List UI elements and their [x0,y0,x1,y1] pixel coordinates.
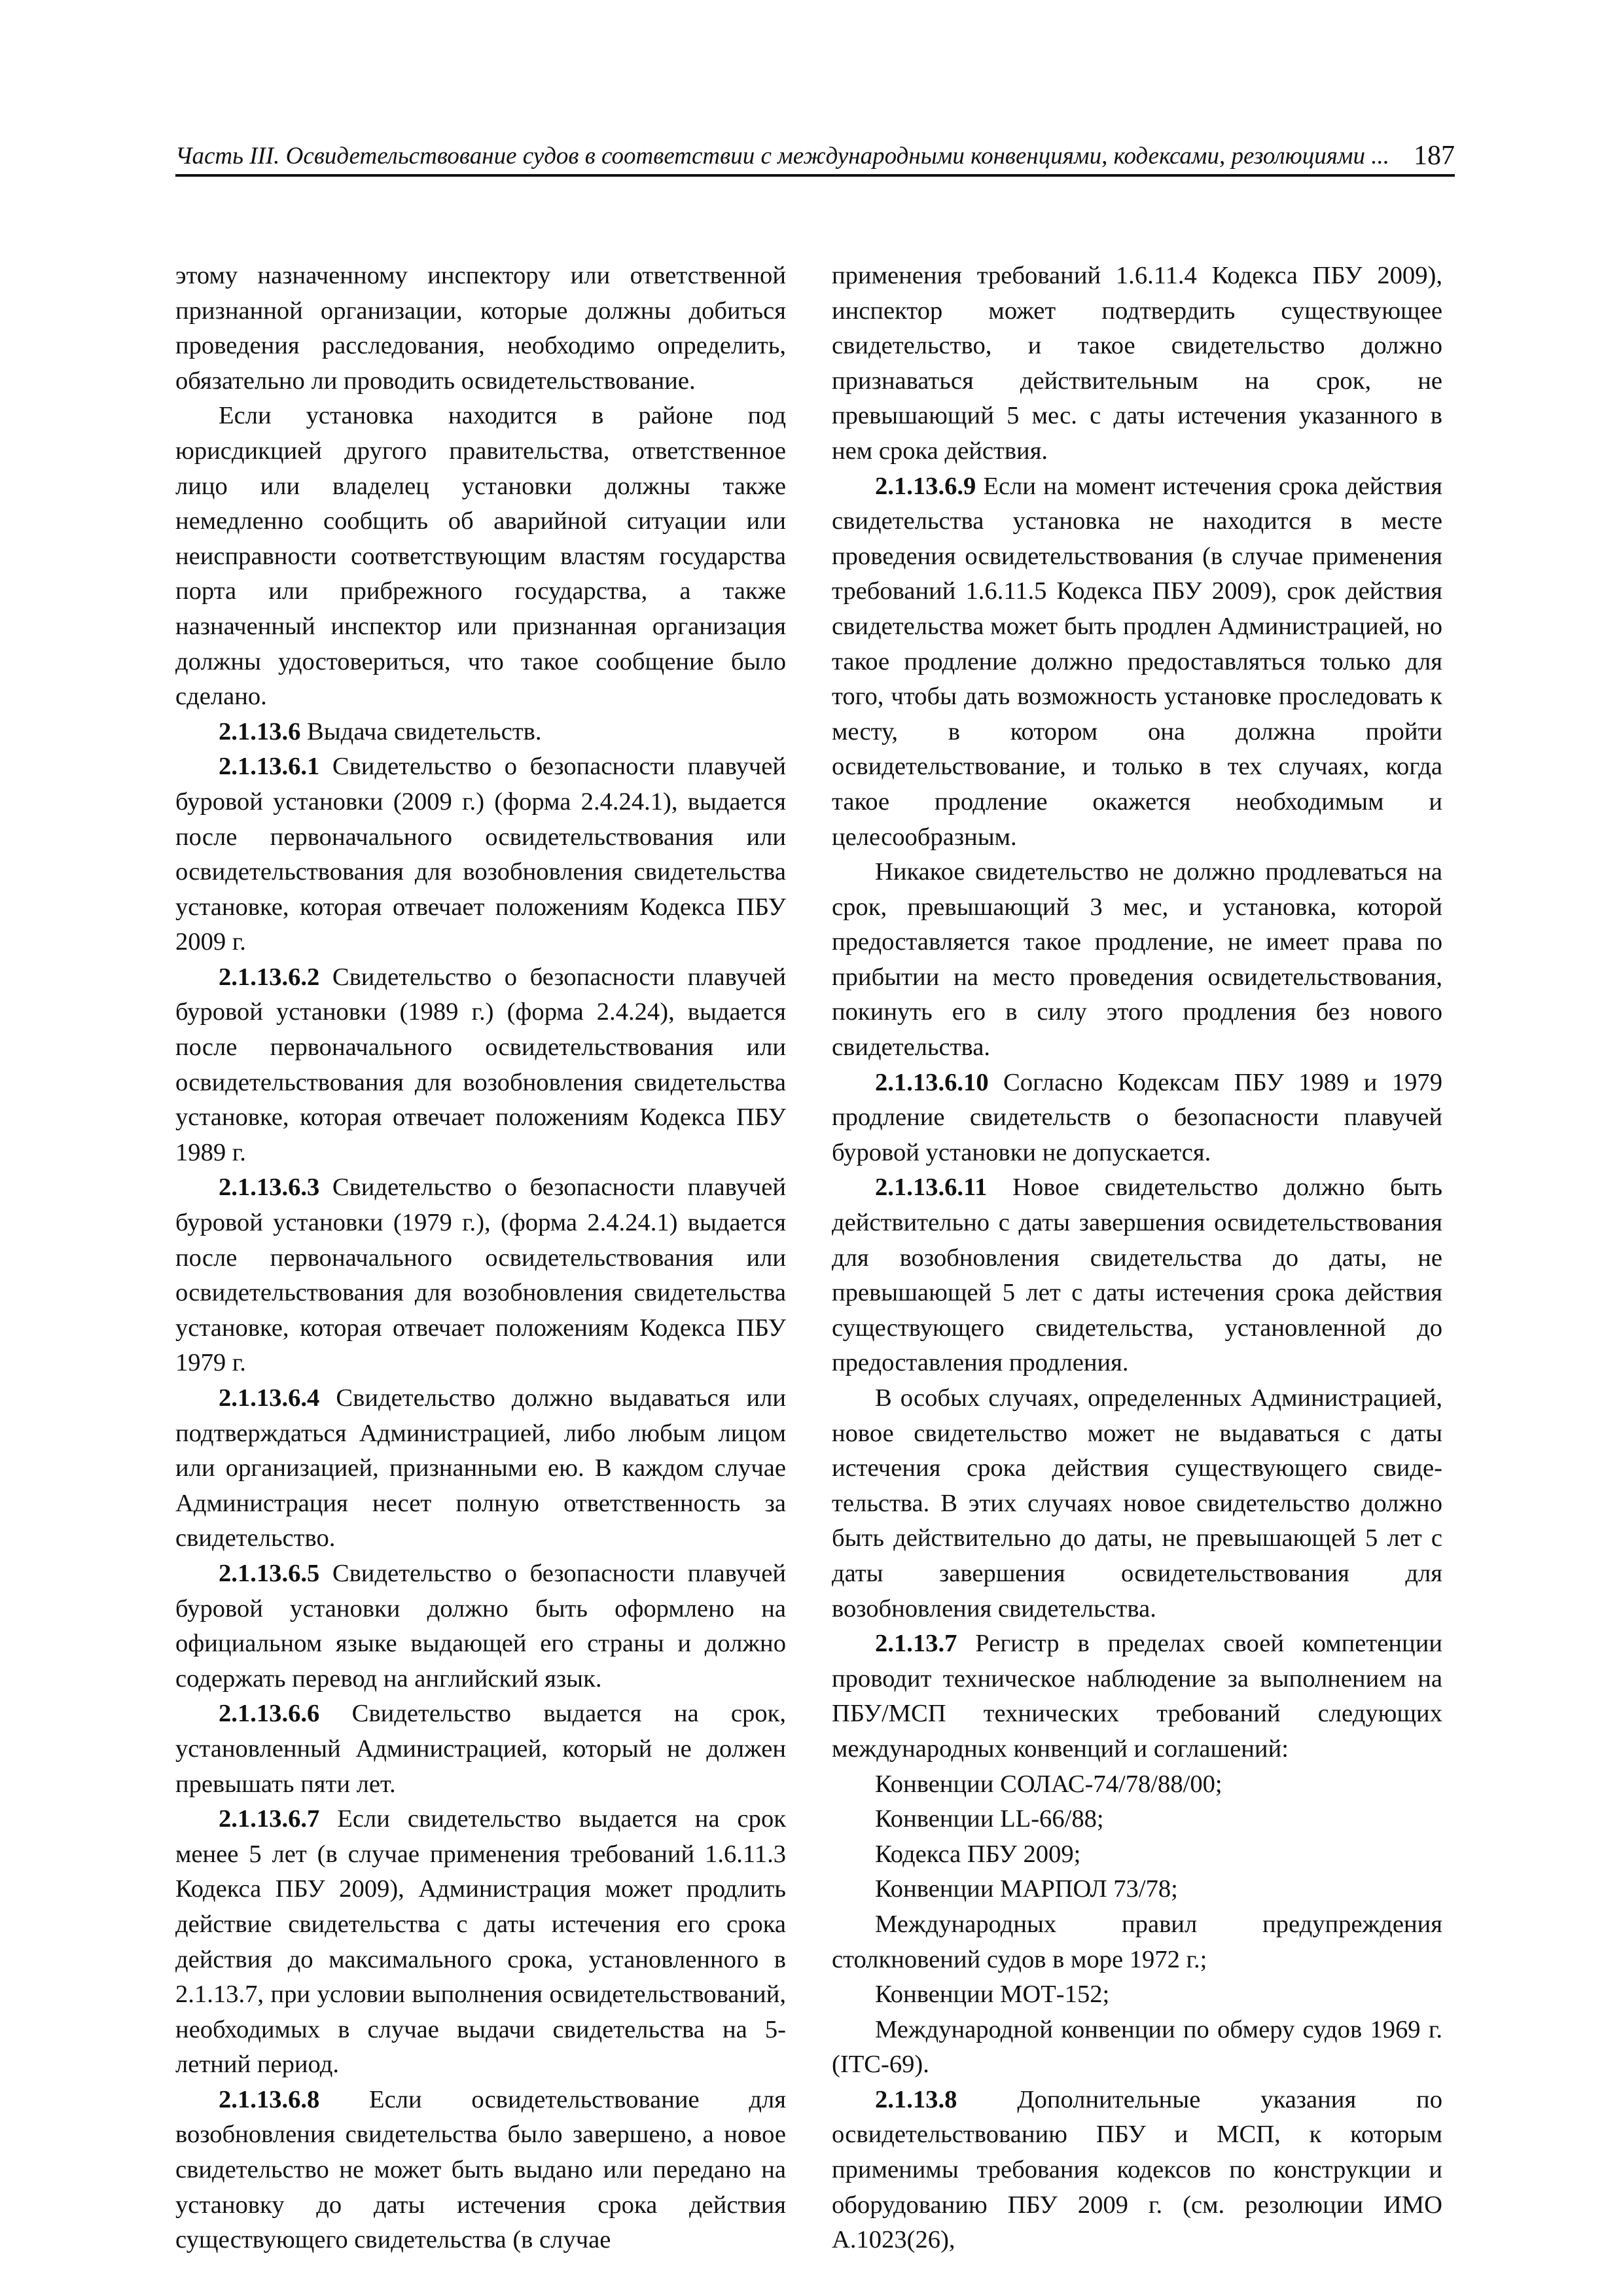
paragraph: 2.1.13.6.10 Согласно Кодексам ПБУ 1989 и 1979 продление свидетельств о безопасности плавучей буровой установки не допускается. [832,1068,1442,1166]
paragraph: этому назначенному инспектору или ответственной признанной организации, которые должны добиться проведения расследования, необходимо определить, обязательно ли проводить освидетельствование. [175,262,786,395]
paragraph: 2.1.13.6.9 Если на момент истечения срока действия свидетельства установка не находится в месте проведения освидетельствования (в случае применения требований 1.6.11.5 Кодекса ПБУ 2009), срок действия свидетельства может быть продлен Администрацией, но такое продление должно предоставляться только для того, чтобы дать возможность установке проследовать к месту, в котором она должна пройти освидетельствование, и только в тех случаях, когда такое продление окажется необходимым и целесообразным. [832,472,1442,851]
paragraph: применения требований 1.6.11.4 Кодекса ПБУ 2009), инспектор может подтвердить существующее свидетельство, и такое свидетельство должно признаваться действительным на срок, не превышающий 5 мес. с даты истечения указанного в нем срока действия. [832,262,1442,465]
paragraph: 2.1.13.6.1 Свидетельство о безопасности плавучей буровой установки (2009 г.) (форма 2.4.24.1), выдается после первоначального освидетельствования или освидетельствования для возобновления свидетельства установке, которая отвечает положениям Кодекса ПБУ 2009 г. [175,753,786,956]
left-column [175,259,786,2258]
paragraph: В особых случаях, определенных Администрацией, новое свидетельство может не выдаваться с даты истечения срока действия существующего свиде-тельства. В этих случаях новое свидетельство должно быть действительно до даты, не превышающей 5 лет с даты завершения освидетельствования для возобновления свидетельства. [832,1384,1442,1623]
paragraph: 2.1.13.6.2 Свидетельство о безопасности плавучей буровой установки (1989 г.) (форма 2.4.24), выдается после первоначального освидетельствования или освидетельствования для возобновления свидетельства установке, которая отвечает положениям Кодекса ПБУ 1989 г. [175,963,786,1166]
list-item: Кодекса ПБУ 2009; [875,1840,1081,1868]
paragraph: 2.1.13.6.5 Свидетельство о безопасности плавучей буровой установки должно быть оформлено на официальном языке выдающей его страны и должно содержать перевод на английский язык. [175,1559,786,1693]
running-header [175,135,1455,177]
list-item: Конвенции LL-66/88; [875,1805,1104,1833]
list-item: Конвенции СОЛАС-74/78/88/00; [875,1770,1222,1798]
list-item: Конвенции МОТ-152; [875,1981,1110,2009]
paragraph: 2.1.13.6.4 Свидетельство должно выдаваться или подтверждаться Администрацией, либо любым лицом или организацией, признанными ею. В каждом случае Администрация несет полную ответственность за свидетельство. [175,1384,786,1552]
list-item: Конвенции МАРПОЛ 73/78; [875,1875,1178,1903]
paragraph: 2.1.13.6.8 Если освидетельствование для возобновления свидетельства было завершено, а новое свидетельство не может быть выдано или передано на установку до даты истечения срока действия существующего свидетельства (в случае [175,2085,786,2254]
list-item: Международных правил предупреждения столкновений судов в море 1972 г.; [832,1910,1442,1973]
paragraph: 2.1.13.6.6 Свидетельство выдается на срок, установленный Администрацией, который не должен превышать пяти лет. [175,1700,786,1798]
page-number: 187 [1414,141,1455,171]
paragraph: 2.1.13.6.7 Если свидетельство выдается на срок менее 5 лет (в случае применения требований 1.6.11.3 Кодекса ПБУ 2009), Администрация может продлить действие свидетельства с даты истечения его срока действия до максимального срока, установленного в 2.1.13.7, при условии выполнения освидетельствований, необходимых в случае выдачи свидетельства на 5-летний период. [175,1805,786,2079]
paragraph: 2.1.13.7 Регистр в пределах своей компетенции проводит техническое наблюдение за выполнением на ПБУ/МСП технических требований следующих международных конвенций и соглашений: [832,1630,1442,1763]
paragraph: Никакое свидетельство не должно продлеваться на срок, превышающий 3 мес, и установка, которой предоставляется такое продление, не имеет права по прибытии на место проведения освидетельствования, покинуть его в силу этого продления без нового свидетельства. [832,858,1442,1062]
list-item: Международной конвенции по обмеру судов 1969 г. (ITC-69). [832,2015,1442,2079]
paragraph: 2.1.13.6.11 Новое свидетельство должно быть действительно с даты завершения освидетельствования для возобновления свидетельства до даты, не превышающей 5 лет с даты истечения срока действия существующего свидетельства, установленной до предоставления продления. [832,1174,1442,1377]
right-column [832,259,1442,2258]
paragraph: 2.1.13.6 Выдача свидетельств. [219,717,542,745]
paragraph: Если установка находится в районе под юрисдикцией другого правительства, ответственное лицо или владелец установки должны также немедленно сообщить об аварийной ситуации или неисправности соответствующим властям государства порта или прибрежного государства, а также назначенный инспектор или признанная организация должны удостовериться, что такое сообщение было сделано. [175,402,786,711]
paragraph: 2.1.13.8 Дополнительные указания по освидетельствованию ПБУ и МСП, к которым применимы требования кодексов по конструкции и оборудованию ПБУ 2009 г. (см. резолюции ИМО А.1023(26), [832,2085,1442,2254]
paragraph: 2.1.13.6.3 Свидетельство о безопасности плавучей буровой установки (1979 г.), (форма 2.4.24.1) выдается после первоначального освидетельствования или освидетельствования для возобновления свидетельства установке, которая отвечает положениям Кодекса ПБУ 1979 г. [175,1174,786,1377]
header-title: Часть III. Освидетельствование судов в соответствии с международными конвенциями, кодексами, резолюциями ... [175,143,1390,170]
